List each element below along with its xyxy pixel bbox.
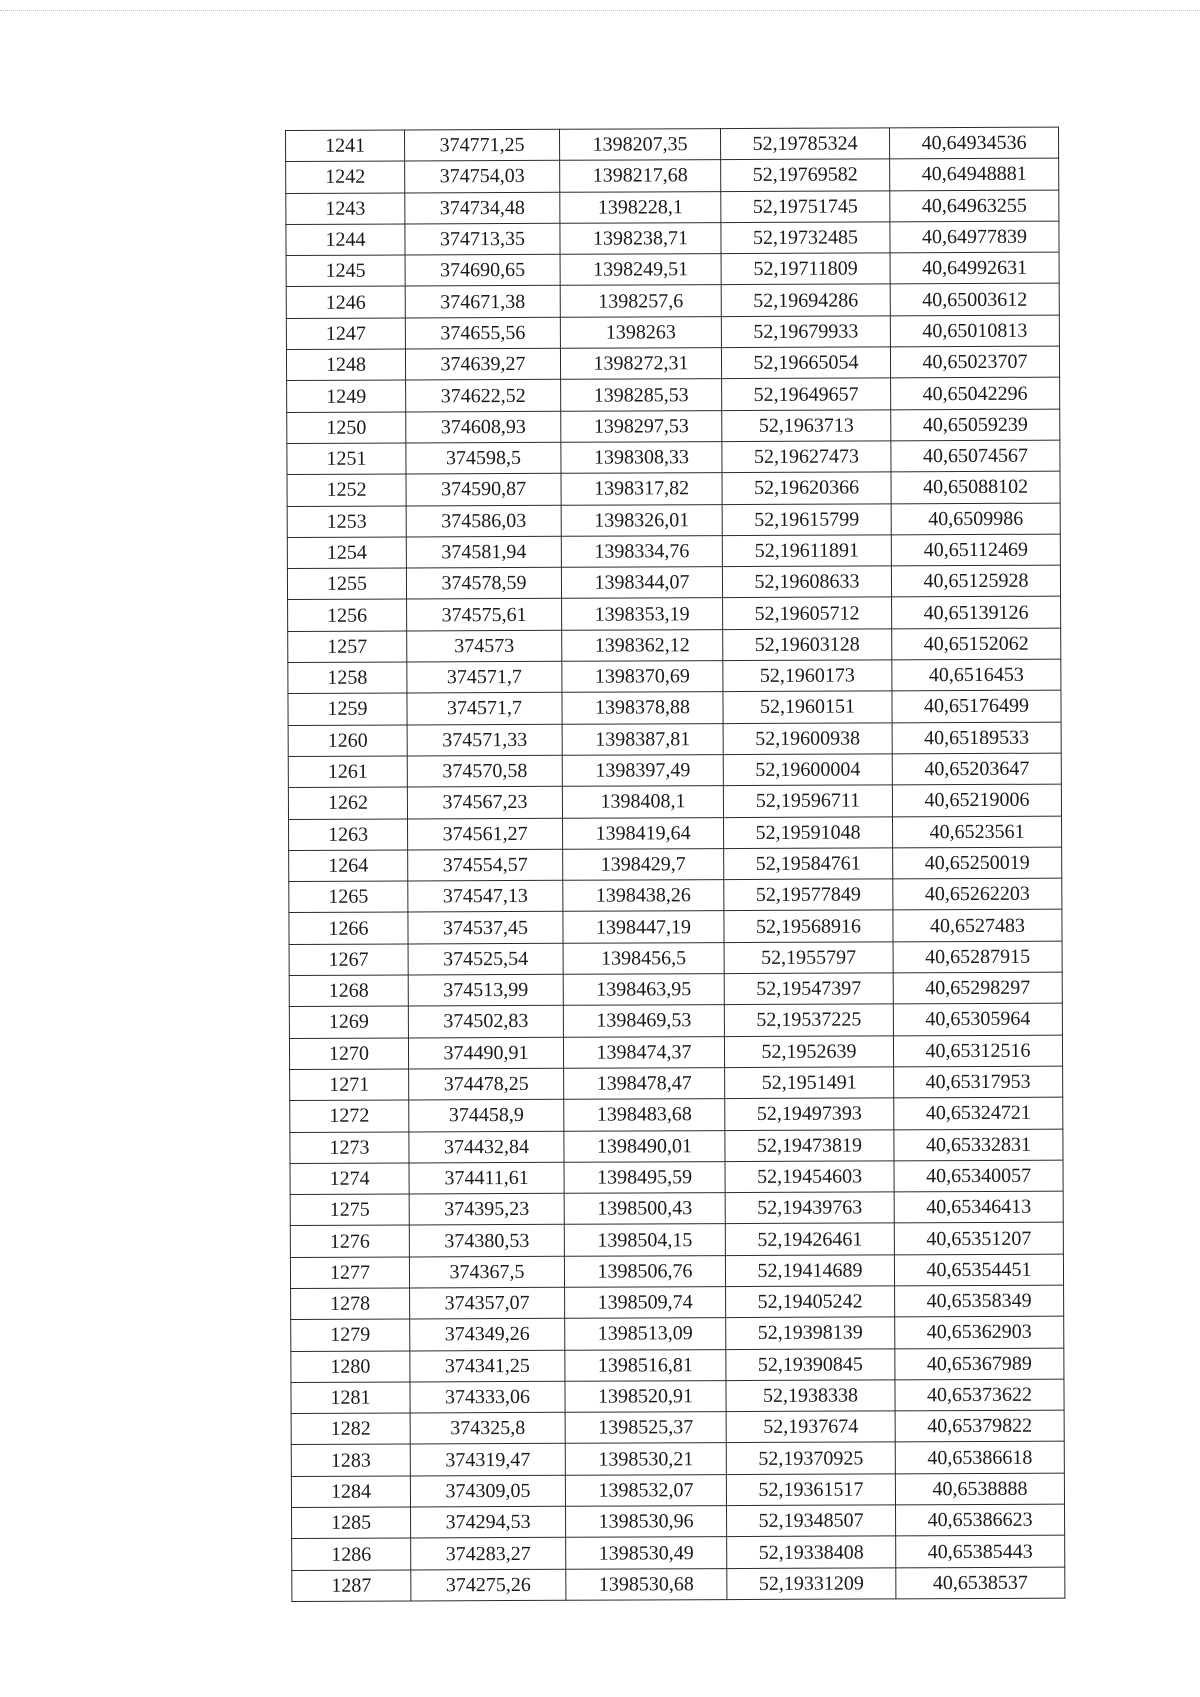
y-coordinate-cell: 1398297,53 xyxy=(561,410,722,442)
longitude-cell: 40,65287915 xyxy=(893,941,1062,973)
point-number-cell: 1243 xyxy=(286,193,405,225)
y-coordinate-cell: 1398344,07 xyxy=(561,567,722,599)
latitude-cell: 52,19497393 xyxy=(725,1098,894,1130)
y-coordinate-cell: 1398520,91 xyxy=(565,1380,726,1412)
x-coordinate-cell: 374513,99 xyxy=(408,974,563,1006)
y-coordinate-cell: 1398397,49 xyxy=(562,755,723,787)
table-row xyxy=(290,1129,1063,1164)
table-row xyxy=(288,690,1061,725)
point-number-cell: 1250 xyxy=(287,412,406,444)
x-coordinate-cell: 374411,61 xyxy=(409,1162,564,1194)
latitude-cell: 52,19711809 xyxy=(721,253,890,285)
table-row xyxy=(288,659,1061,694)
point-number-cell: 1263 xyxy=(289,819,408,851)
longitude-cell: 40,6516453 xyxy=(892,659,1061,691)
y-coordinate-cell: 1398504,15 xyxy=(564,1224,725,1256)
longitude-cell: 40,65125928 xyxy=(891,565,1060,597)
point-number-cell: 1277 xyxy=(290,1257,409,1289)
x-coordinate-cell: 374333,06 xyxy=(410,1381,565,1413)
latitude-cell: 52,19568916 xyxy=(724,910,893,942)
x-coordinate-cell: 374547,13 xyxy=(408,880,563,912)
point-number-cell: 1275 xyxy=(290,1194,409,1226)
table-row xyxy=(291,1348,1064,1383)
x-coordinate-cell: 374639,27 xyxy=(405,348,560,380)
latitude-cell: 52,19370925 xyxy=(726,1442,895,1474)
table-row xyxy=(286,221,1059,256)
latitude-cell: 52,19537225 xyxy=(724,1004,893,1036)
longitude-cell: 40,65379822 xyxy=(895,1410,1064,1442)
table-row xyxy=(288,784,1061,819)
point-number-cell: 1283 xyxy=(291,1444,410,1476)
point-number-cell: 1282 xyxy=(291,1413,410,1445)
table-row xyxy=(286,158,1059,193)
y-coordinate-cell: 1398474,37 xyxy=(563,1036,724,1068)
y-coordinate-cell: 1398263 xyxy=(560,316,721,348)
latitude-cell: 52,19615799 xyxy=(722,503,891,535)
table-row xyxy=(290,1066,1063,1101)
point-number-cell: 1274 xyxy=(290,1163,409,1195)
point-number-cell: 1241 xyxy=(286,130,405,162)
latitude-cell: 52,19785324 xyxy=(720,128,889,160)
y-coordinate-cell: 1398500,43 xyxy=(564,1193,725,1225)
table-row xyxy=(287,440,1060,475)
latitude-cell: 52,19627473 xyxy=(722,441,891,473)
point-number-cell: 1255 xyxy=(287,568,406,600)
point-number-cell: 1262 xyxy=(288,787,407,819)
x-coordinate-cell: 374395,23 xyxy=(409,1193,564,1225)
table-row xyxy=(286,252,1059,287)
longitude-cell: 40,65250019 xyxy=(893,847,1062,879)
x-coordinate-cell: 374690,65 xyxy=(405,254,560,286)
longitude-cell: 40,65203647 xyxy=(892,753,1061,785)
longitude-cell: 40,65042296 xyxy=(891,377,1060,409)
x-coordinate-cell: 374575,61 xyxy=(407,599,562,631)
latitude-cell: 52,19405242 xyxy=(726,1286,895,1318)
table-row xyxy=(287,409,1060,444)
x-coordinate-cell: 374432,84 xyxy=(409,1131,564,1163)
longitude-cell: 40,6538537 xyxy=(896,1567,1065,1599)
longitude-cell: 40,6509986 xyxy=(891,503,1060,535)
latitude-cell: 52,1951491 xyxy=(725,1067,894,1099)
point-number-cell: 1251 xyxy=(287,443,406,475)
point-number-cell: 1242 xyxy=(286,161,405,193)
x-coordinate-cell: 374490,91 xyxy=(408,1037,563,1069)
point-number-cell: 1258 xyxy=(288,662,407,694)
longitude-cell: 40,65367989 xyxy=(895,1348,1064,1380)
y-coordinate-cell: 1398530,49 xyxy=(566,1537,727,1569)
longitude-cell: 40,64934536 xyxy=(889,127,1058,159)
y-coordinate-cell: 1398419,64 xyxy=(563,817,724,849)
table-row xyxy=(286,190,1059,225)
y-coordinate-cell: 1398353,19 xyxy=(562,598,723,630)
y-coordinate-cell: 1398490,01 xyxy=(564,1130,725,1162)
latitude-cell: 52,19454603 xyxy=(725,1161,894,1193)
x-coordinate-cell: 374325,8 xyxy=(410,1412,565,1444)
longitude-cell: 40,64977839 xyxy=(890,221,1059,253)
longitude-cell: 40,65317953 xyxy=(894,1066,1063,1098)
table-row xyxy=(291,1379,1064,1414)
longitude-cell: 40,64948881 xyxy=(890,158,1059,190)
longitude-cell: 40,65351207 xyxy=(894,1223,1063,1255)
x-coordinate-cell: 374771,25 xyxy=(405,129,560,161)
y-coordinate-cell: 1398285,53 xyxy=(561,379,722,411)
y-coordinate-cell: 1398447,19 xyxy=(563,911,724,943)
latitude-cell: 52,19547397 xyxy=(724,973,893,1005)
latitude-cell: 52,19591048 xyxy=(724,816,893,848)
x-coordinate-cell: 374309,05 xyxy=(410,1475,565,1507)
point-number-cell: 1281 xyxy=(291,1382,410,1414)
x-coordinate-cell: 374341,25 xyxy=(410,1350,565,1382)
y-coordinate-cell: 1398513,09 xyxy=(565,1318,726,1350)
x-coordinate-cell: 374525,54 xyxy=(408,943,563,975)
point-number-cell: 1246 xyxy=(286,286,405,318)
point-number-cell: 1269 xyxy=(289,1006,408,1038)
coordinates-table-body xyxy=(286,127,1065,1601)
x-coordinate-cell: 374357,07 xyxy=(410,1287,565,1319)
y-coordinate-cell: 1398483,68 xyxy=(564,1099,725,1131)
table-row xyxy=(289,1035,1062,1070)
latitude-cell: 52,19600004 xyxy=(723,754,892,786)
x-coordinate-cell: 374571,7 xyxy=(407,693,562,725)
longitude-cell: 40,65152062 xyxy=(892,628,1061,660)
latitude-cell: 52,19620366 xyxy=(722,472,891,504)
x-coordinate-cell: 374567,23 xyxy=(407,787,562,819)
longitude-cell: 40,65189533 xyxy=(892,722,1061,754)
longitude-cell: 40,65088102 xyxy=(891,471,1060,503)
latitude-cell: 52,1963713 xyxy=(722,410,891,442)
table-row xyxy=(291,1285,1064,1320)
x-coordinate-cell: 374458,9 xyxy=(409,1099,564,1131)
table-row xyxy=(286,127,1059,162)
latitude-cell: 52,19596711 xyxy=(723,785,892,817)
point-number-cell: 1244 xyxy=(286,224,405,256)
x-coordinate-cell: 374622,52 xyxy=(406,380,561,412)
point-number-cell: 1264 xyxy=(289,850,408,882)
point-number-cell: 1267 xyxy=(289,944,408,976)
x-coordinate-cell: 374573 xyxy=(407,630,562,662)
y-coordinate-cell: 1398530,68 xyxy=(566,1568,727,1600)
latitude-cell: 52,1937674 xyxy=(726,1411,895,1443)
latitude-cell: 52,19414689 xyxy=(725,1255,894,1287)
x-coordinate-cell: 374578,59 xyxy=(406,567,561,599)
point-number-cell: 1273 xyxy=(290,1131,409,1163)
x-coordinate-cell: 374349,26 xyxy=(410,1319,565,1351)
point-number-cell: 1278 xyxy=(291,1288,410,1320)
latitude-cell: 52,19331209 xyxy=(727,1568,896,1600)
latitude-cell: 52,19603128 xyxy=(723,629,892,661)
longitude-cell: 40,65010813 xyxy=(890,315,1059,347)
longitude-cell: 40,65340057 xyxy=(894,1160,1063,1192)
longitude-cell: 40,65176499 xyxy=(892,690,1061,722)
point-number-cell: 1287 xyxy=(292,1570,411,1602)
y-coordinate-cell: 1398362,12 xyxy=(562,629,723,661)
x-coordinate-cell: 374570,58 xyxy=(407,755,562,787)
y-coordinate-cell: 1398308,33 xyxy=(561,442,722,474)
longitude-cell: 40,65373622 xyxy=(895,1379,1064,1411)
table-row xyxy=(287,503,1060,538)
longitude-cell: 40,65312516 xyxy=(893,1035,1062,1067)
longitude-cell: 40,65262203 xyxy=(893,878,1062,910)
point-number-cell: 1276 xyxy=(290,1225,409,1257)
table-row xyxy=(292,1567,1065,1602)
y-coordinate-cell: 1398326,01 xyxy=(561,504,722,536)
table-row xyxy=(290,1254,1063,1289)
x-coordinate-cell: 374275,26 xyxy=(411,1569,566,1601)
x-coordinate-cell: 374502,83 xyxy=(408,1006,563,1038)
point-number-cell: 1261 xyxy=(288,756,407,788)
coordinates-table xyxy=(285,127,1065,1602)
x-coordinate-cell: 374713,35 xyxy=(405,223,560,255)
longitude-cell: 40,65003612 xyxy=(890,284,1059,316)
latitude-cell: 52,19439763 xyxy=(725,1192,894,1224)
y-coordinate-cell: 1398456,5 xyxy=(563,942,724,974)
latitude-cell: 52,19611891 xyxy=(722,535,891,567)
y-coordinate-cell: 1398429,7 xyxy=(563,848,724,880)
y-coordinate-cell: 1398509,74 xyxy=(565,1287,726,1319)
longitude-cell: 40,6538888 xyxy=(895,1473,1064,1505)
table-row xyxy=(290,1223,1063,1258)
point-number-cell: 1270 xyxy=(289,1038,408,1070)
latitude-cell: 52,19694286 xyxy=(721,284,890,316)
longitude-cell: 40,65139126 xyxy=(892,597,1061,629)
y-coordinate-cell: 1398495,59 xyxy=(564,1161,725,1193)
point-number-cell: 1253 xyxy=(287,506,406,538)
latitude-cell: 52,19348507 xyxy=(727,1505,896,1537)
table-row xyxy=(287,471,1060,506)
latitude-cell: 52,19361517 xyxy=(726,1474,895,1506)
longitude-cell: 40,65298297 xyxy=(893,972,1062,1004)
y-coordinate-cell: 1398370,69 xyxy=(562,661,723,693)
y-coordinate-cell: 1398249,51 xyxy=(560,254,721,286)
point-number-cell: 1260 xyxy=(288,725,407,757)
longitude-cell: 40,65354451 xyxy=(894,1254,1063,1286)
table-row xyxy=(291,1442,1064,1477)
y-coordinate-cell: 1398207,35 xyxy=(559,129,720,161)
point-number-cell: 1254 xyxy=(287,537,406,569)
table-row xyxy=(291,1473,1064,1508)
table-row xyxy=(287,565,1060,600)
table-row xyxy=(287,377,1060,412)
point-number-cell: 1247 xyxy=(286,318,405,350)
latitude-cell: 52,19649657 xyxy=(722,378,891,410)
latitude-cell: 52,19769582 xyxy=(721,159,890,191)
table-row xyxy=(288,753,1061,788)
longitude-cell: 40,65324721 xyxy=(894,1097,1063,1129)
point-number-cell: 1272 xyxy=(290,1100,409,1132)
y-coordinate-cell: 1398478,47 xyxy=(564,1067,725,1099)
latitude-cell: 52,1960151 xyxy=(723,691,892,723)
point-number-cell: 1257 xyxy=(288,631,407,663)
y-coordinate-cell: 1398516,81 xyxy=(565,1349,726,1381)
x-coordinate-cell: 374586,03 xyxy=(406,505,561,537)
longitude-cell: 40,65023707 xyxy=(890,346,1059,378)
latitude-cell: 52,19605712 xyxy=(723,597,892,629)
latitude-cell: 52,19608633 xyxy=(722,566,891,598)
table-row xyxy=(289,910,1062,945)
longitude-cell: 40,6523561 xyxy=(893,816,1062,848)
point-number-cell: 1248 xyxy=(286,349,405,381)
y-coordinate-cell: 1398257,6 xyxy=(560,285,721,317)
y-coordinate-cell: 1398317,82 xyxy=(561,473,722,505)
x-coordinate-cell: 374598,5 xyxy=(406,442,561,474)
x-coordinate-cell: 374478,25 xyxy=(409,1068,564,1100)
table-row xyxy=(288,597,1061,632)
x-coordinate-cell: 374571,7 xyxy=(407,661,562,693)
longitude-cell: 40,64992631 xyxy=(890,252,1059,284)
table-row xyxy=(291,1316,1064,1351)
y-coordinate-cell: 1398228,1 xyxy=(560,191,721,223)
point-number-cell: 1271 xyxy=(290,1069,409,1101)
y-coordinate-cell: 1398506,76 xyxy=(564,1255,725,1287)
y-coordinate-cell: 1398334,76 xyxy=(561,535,722,567)
y-coordinate-cell: 1398469,53 xyxy=(563,1005,724,1037)
table-row xyxy=(289,847,1062,882)
y-coordinate-cell: 1398438,26 xyxy=(563,880,724,912)
longitude-cell: 40,65358349 xyxy=(895,1285,1064,1317)
point-number-cell: 1280 xyxy=(291,1351,410,1383)
latitude-cell: 52,19426461 xyxy=(725,1223,894,1255)
x-coordinate-cell: 374671,38 xyxy=(405,286,560,318)
x-coordinate-cell: 374319,47 xyxy=(410,1444,565,1476)
x-coordinate-cell: 374537,45 xyxy=(408,912,563,944)
longitude-cell: 40,65386623 xyxy=(896,1504,1065,1536)
longitude-cell: 40,65362903 xyxy=(895,1316,1064,1348)
point-number-cell: 1259 xyxy=(288,693,407,725)
table-row xyxy=(287,534,1060,569)
y-coordinate-cell: 1398525,37 xyxy=(565,1412,726,1444)
latitude-cell: 52,19751745 xyxy=(721,190,890,222)
latitude-cell: 52,1955797 xyxy=(724,942,893,974)
table-row xyxy=(286,315,1059,350)
table-row xyxy=(290,1097,1063,1132)
point-number-cell: 1249 xyxy=(287,380,406,412)
table-row xyxy=(286,284,1059,319)
x-coordinate-cell: 374734,48 xyxy=(405,192,560,224)
longitude-cell: 40,65386618 xyxy=(895,1442,1064,1474)
longitude-cell: 40,65332831 xyxy=(894,1129,1063,1161)
latitude-cell: 52,1960173 xyxy=(723,660,892,692)
latitude-cell: 52,19390845 xyxy=(726,1348,895,1380)
latitude-cell: 52,19398139 xyxy=(726,1317,895,1349)
longitude-cell: 40,65219006 xyxy=(892,784,1061,816)
table-row xyxy=(290,1160,1063,1195)
latitude-cell: 52,19665054 xyxy=(721,347,890,379)
table-row xyxy=(288,722,1061,757)
x-coordinate-cell: 374554,57 xyxy=(408,849,563,881)
latitude-cell: 52,19600938 xyxy=(723,722,892,754)
x-coordinate-cell: 374608,93 xyxy=(406,411,561,443)
latitude-cell: 52,1938338 xyxy=(726,1380,895,1412)
y-coordinate-cell: 1398272,31 xyxy=(560,348,721,380)
point-number-cell: 1279 xyxy=(291,1319,410,1351)
x-coordinate-cell: 374655,56 xyxy=(405,317,560,349)
x-coordinate-cell: 374294,53 xyxy=(411,1506,566,1538)
point-number-cell: 1285 xyxy=(292,1507,411,1539)
x-coordinate-cell: 374571,33 xyxy=(407,724,562,756)
latitude-cell: 52,19584761 xyxy=(724,848,893,880)
longitude-cell: 40,65305964 xyxy=(893,1003,1062,1035)
y-coordinate-cell: 1398408,1 xyxy=(562,786,723,818)
y-coordinate-cell: 1398378,88 xyxy=(562,692,723,724)
y-coordinate-cell: 1398217,68 xyxy=(560,160,721,192)
point-number-cell: 1265 xyxy=(289,881,408,913)
point-number-cell: 1266 xyxy=(289,912,408,944)
x-coordinate-cell: 374367,5 xyxy=(409,1256,564,1288)
table-row xyxy=(286,346,1059,381)
table-row xyxy=(289,1003,1062,1038)
x-coordinate-cell: 374561,27 xyxy=(408,818,563,850)
latitude-cell: 52,19577849 xyxy=(724,879,893,911)
x-coordinate-cell: 374754,03 xyxy=(405,161,560,193)
latitude-cell: 52,19732485 xyxy=(721,222,890,254)
table-row xyxy=(290,1191,1063,1226)
y-coordinate-cell: 1398530,21 xyxy=(565,1443,726,1475)
table-row xyxy=(289,972,1062,1007)
point-number-cell: 1284 xyxy=(291,1476,410,1508)
point-number-cell: 1256 xyxy=(288,599,407,631)
latitude-cell: 52,19338408 xyxy=(727,1536,896,1568)
longitude-cell: 40,65385443 xyxy=(896,1535,1065,1567)
latitude-cell: 52,19679933 xyxy=(721,316,890,348)
y-coordinate-cell: 1398387,81 xyxy=(562,723,723,755)
point-number-cell: 1286 xyxy=(292,1538,411,1570)
latitude-cell: 52,19473819 xyxy=(725,1129,894,1161)
table-row xyxy=(291,1410,1064,1445)
table-row xyxy=(292,1535,1065,1570)
y-coordinate-cell: 1398530,96 xyxy=(566,1506,727,1538)
table-row xyxy=(289,941,1062,976)
scan-edge-line xyxy=(0,10,1200,11)
longitude-cell: 40,6527483 xyxy=(893,910,1062,942)
longitude-cell: 40,64963255 xyxy=(890,190,1059,222)
longitude-cell: 40,65059239 xyxy=(891,409,1060,441)
y-coordinate-cell: 1398463,95 xyxy=(563,974,724,1006)
x-coordinate-cell: 374283,27 xyxy=(411,1538,566,1570)
point-number-cell: 1245 xyxy=(286,255,405,287)
table-row xyxy=(288,628,1061,663)
longitude-cell: 40,65346413 xyxy=(894,1191,1063,1223)
longitude-cell: 40,65112469 xyxy=(891,534,1060,566)
x-coordinate-cell: 374590,87 xyxy=(406,474,561,506)
table-row xyxy=(292,1504,1065,1539)
point-number-cell: 1268 xyxy=(289,975,408,1007)
x-coordinate-cell: 374581,94 xyxy=(406,536,561,568)
table-row xyxy=(289,816,1062,851)
y-coordinate-cell: 1398532,07 xyxy=(565,1474,726,1506)
point-number-cell: 1252 xyxy=(287,474,406,506)
x-coordinate-cell: 374380,53 xyxy=(409,1225,564,1257)
y-coordinate-cell: 1398238,71 xyxy=(560,222,721,254)
table-row xyxy=(289,878,1062,913)
latitude-cell: 52,1952639 xyxy=(724,1035,893,1067)
longitude-cell: 40,65074567 xyxy=(891,440,1060,472)
